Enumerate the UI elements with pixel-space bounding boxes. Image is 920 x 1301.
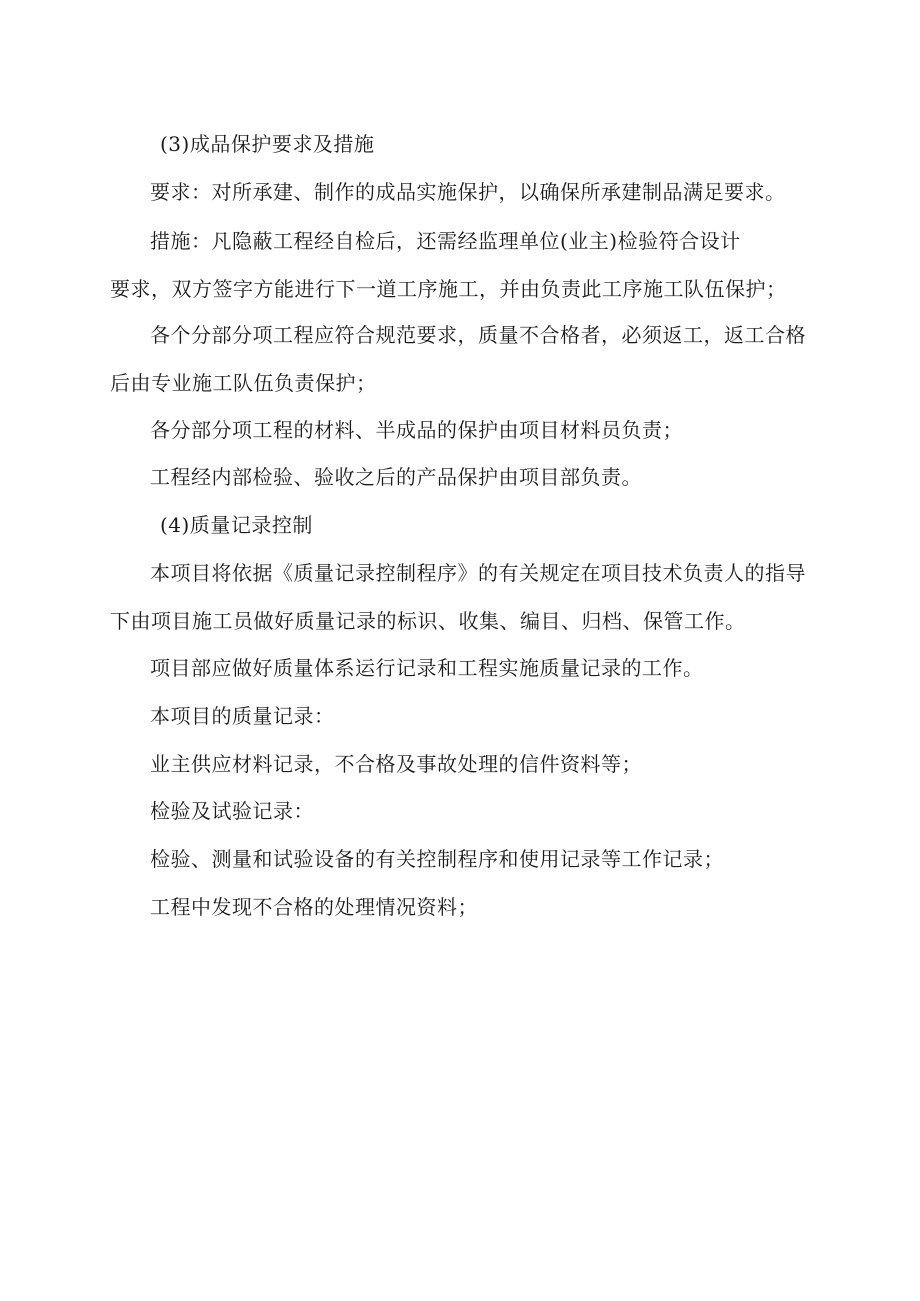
paragraph-line: 下由项目施工员做好质量记录的标识、收集、编目、归档、保管工作。: [110, 609, 746, 633]
paragraph-line: 项目部应做好质量体系运行记录和工程实施质量记录的工作。: [150, 656, 704, 680]
paragraph-line: 后由专业施工队伍负责保护；: [110, 371, 377, 395]
paragraph-line: 业主供应材料记录，不合格及事故处理的信件资料等；: [150, 752, 642, 776]
section-heading-3: (3)成品保护要求及措施: [160, 132, 375, 156]
paragraph-line: 检验及试验记录：: [150, 799, 314, 823]
paragraph-line: 本项目将依据《质量记录控制程序》的有关规定在项目技术负责人的指导: [150, 561, 806, 585]
section-heading-4: (4)质量记录控制: [160, 513, 313, 537]
paragraph-line: 措施：凡隐蔽工程经自检后，还需经监理单位(业主)检验符合设计: [150, 229, 741, 253]
paragraph-line: 要求：对所承建、制作的成品实施保护，以确保所承建制品满足要求。: [150, 180, 786, 204]
paragraph-line: 工程经内部检验、验收之后的产品保护由项目部负责。: [150, 465, 642, 489]
paragraph-line: 检验、测量和试验设备的有关控制程序和使用记录等工作记录；: [150, 847, 724, 871]
paragraph-line: 各分部分项工程的材料、半成品的保护由项目材料员负责；: [150, 418, 683, 442]
paragraph-line: 本项目的质量记录：: [150, 704, 335, 728]
paragraph-line: 各个分部分项工程应符合规范要求，质量不合格者，必须返工，返工合格: [150, 323, 806, 347]
paragraph-line: 工程中发现不合格的处理情况资料；: [150, 895, 478, 919]
paragraph-line: 要求，双方签字方能进行下一道工序施工，并由负责此工序施工队伍保护；: [110, 277, 787, 301]
